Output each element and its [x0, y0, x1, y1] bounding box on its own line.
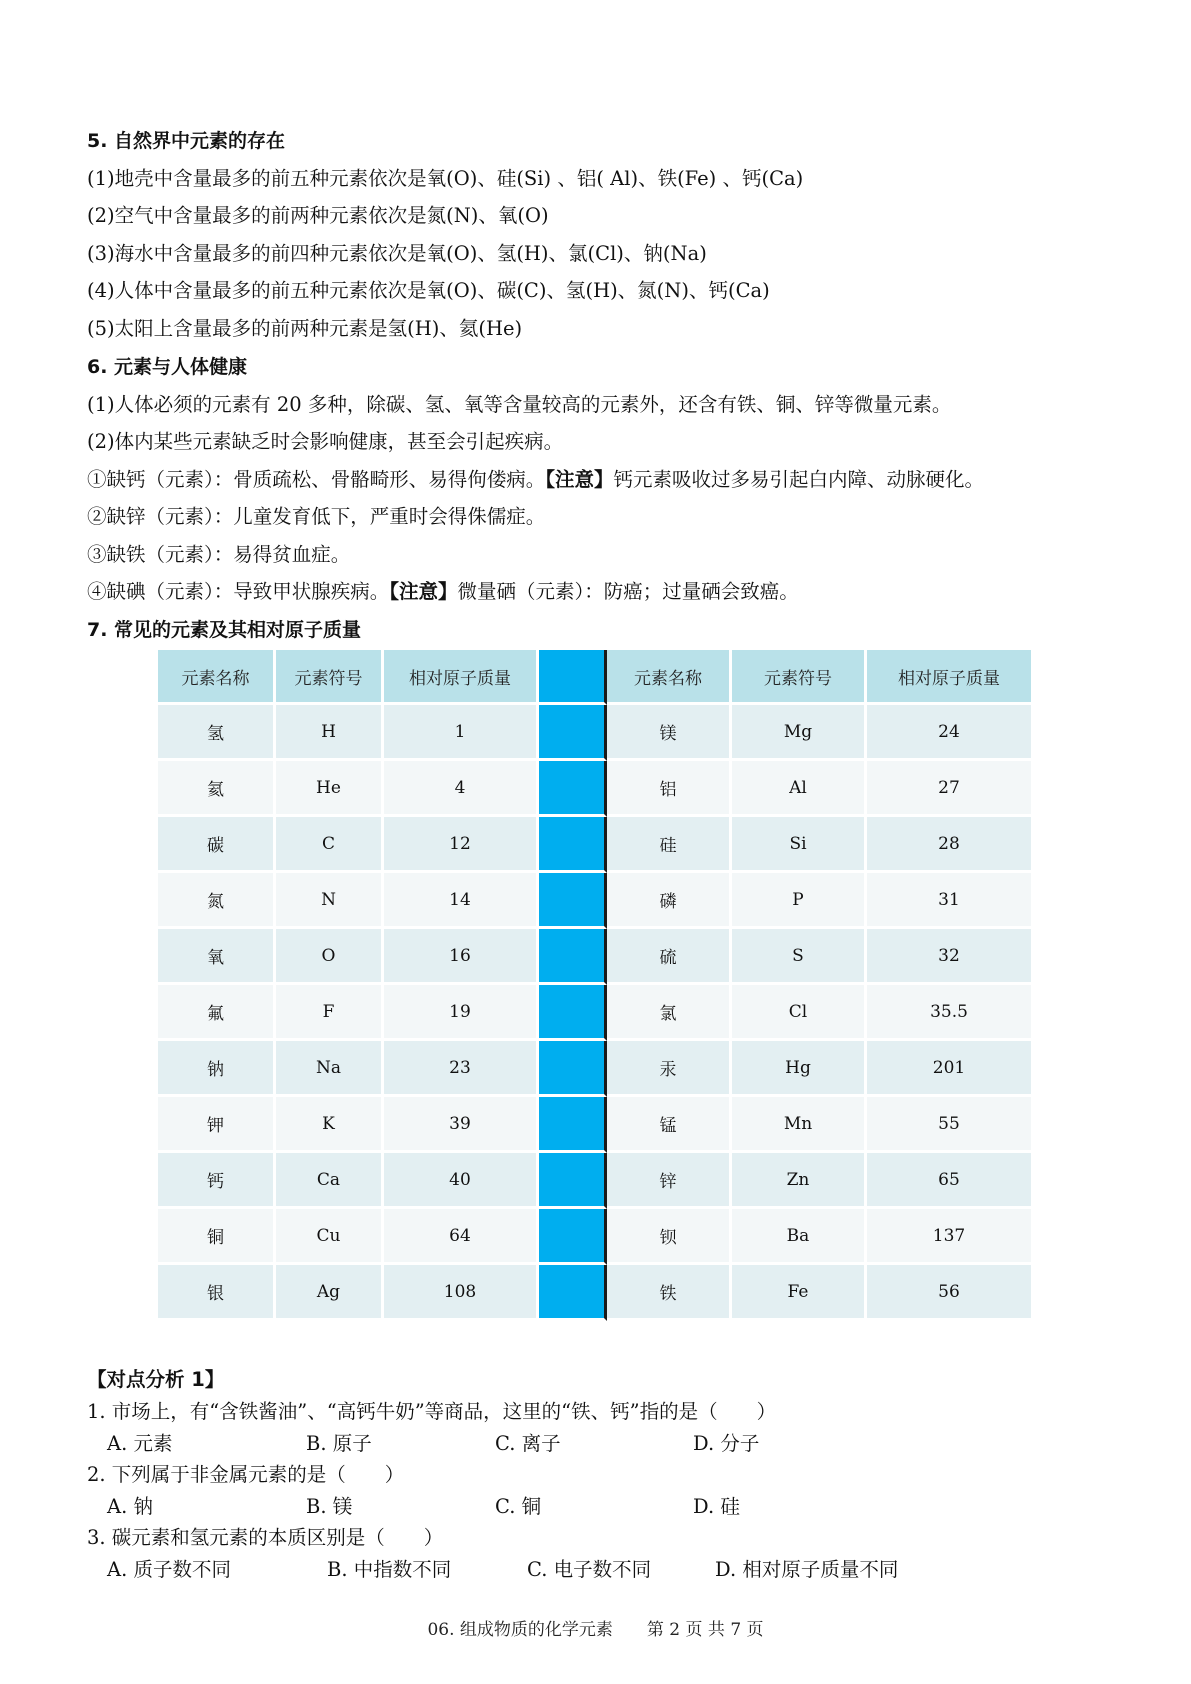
table-header-row [158, 650, 1034, 705]
section5-line-2: (2)空气中含量最多的前两种元素依次是氮(N)、氧(O) [87, 204, 549, 227]
column-header: 相对原子质量 [867, 650, 1034, 705]
divider-column [539, 650, 607, 705]
column-header: 元素名称 [158, 650, 276, 705]
atomic-mass-cell: 19 [384, 985, 539, 1041]
section6-item-iodine [87, 578, 799, 606]
column-header: 元素符号 [732, 650, 867, 705]
note-text: 微量硒（元素）：防癌；过量硒会致癌。 [457, 580, 799, 603]
section5-line-4: (4)人体中含量最多的前五种元素依次是氧(O)、碳(C)、氢(H)、氮(N)、钙(Ca) [87, 279, 770, 302]
note-label: 【注意】 [545, 468, 614, 491]
divider-cell [539, 705, 607, 761]
element-symbol-cell: Hg [732, 1041, 867, 1097]
element-symbol-cell: Fe [732, 1265, 867, 1321]
element-name-cell: 钠 [158, 1041, 276, 1097]
element-name-cell: 锰 [607, 1097, 732, 1153]
divider-cell [539, 985, 607, 1041]
element-symbol-cell: Cl [732, 985, 867, 1041]
atomic-mass-cell: 108 [384, 1265, 539, 1321]
element-name-cell: 硫 [607, 929, 732, 985]
q2-option-a[interactable]: A. 钠 [107, 1495, 153, 1518]
element-symbol-cell: Ba [732, 1209, 867, 1265]
practice-heading: 【对点分析 1】 [87, 1368, 225, 1391]
divider-cell [539, 1153, 607, 1209]
question-2: 2. 下列属于非金属元素的是（ ） [87, 1463, 405, 1486]
divider-cell [539, 817, 607, 873]
column-header: 元素符号 [276, 650, 384, 705]
atomic-mass-cell: 23 [384, 1041, 539, 1097]
section6-line-2: (2)体内某些元素缺乏时会影响健康，甚至会引起疾病。 [87, 430, 564, 453]
element-symbol-cell: S [732, 929, 867, 985]
table-row [158, 1153, 1034, 1209]
element-name-cell: 钡 [607, 1209, 732, 1265]
element-symbol-cell: C [276, 817, 384, 873]
divider-cell [539, 761, 607, 817]
note-text: 钙元素吸收过多易引起白内障、动脉硬化。 [613, 468, 985, 491]
element-symbol-cell: Al [732, 761, 867, 817]
element-name-cell: 铁 [607, 1265, 732, 1321]
atomic-mass-cell: 1 [384, 705, 539, 761]
element-name-cell: 钙 [158, 1153, 276, 1209]
table-row [158, 761, 1034, 817]
section5-heading: 5. 自然界中元素的存在 [87, 130, 286, 152]
atomic-mass-cell: 39 [384, 1097, 539, 1153]
section7-heading: 7. 常见的元素及其相对原子质量 [87, 619, 362, 641]
element-name-cell: 氟 [158, 985, 276, 1041]
atomic-mass-cell: 35.5 [867, 985, 1034, 1041]
element-symbol-cell: Mg [732, 705, 867, 761]
element-name-cell: 氯 [607, 985, 732, 1041]
table-row [158, 1265, 1034, 1321]
section6-item-iron: ③缺铁（元素）：易得贫血症。 [87, 543, 351, 566]
element-name-cell: 镁 [607, 705, 732, 761]
section6-item-zinc: ②缺锌（元素）：儿童发育低下，严重时会得侏儒症。 [87, 505, 546, 528]
q2-option-d[interactable]: D. 硅 [693, 1495, 740, 1518]
table-row [158, 985, 1034, 1041]
element-symbol-cell: N [276, 873, 384, 929]
atomic-mass-cell: 137 [867, 1209, 1034, 1265]
atomic-mass-cell: 24 [867, 705, 1034, 761]
divider-cell [539, 1097, 607, 1153]
element-name-cell: 钾 [158, 1097, 276, 1153]
atomic-mass-cell: 64 [384, 1209, 539, 1265]
page-footer: 06. 组成物质的化学元素 第 2 页 共 7 页 [427, 1620, 764, 1640]
question-1: 1. 市场上，有“含铁酱油”、“高钙牛奶”等商品，这里的“铁、钙”指的是（ ） [87, 1400, 777, 1423]
atomic-mass-cell: 4 [384, 761, 539, 817]
element-symbol-cell: Zn [732, 1153, 867, 1209]
element-symbol-cell: Na [276, 1041, 384, 1097]
element-name-cell: 氦 [158, 761, 276, 817]
element-name-cell: 氮 [158, 873, 276, 929]
element-table [158, 650, 1034, 1321]
q1-option-a[interactable]: A. 元素 [107, 1432, 173, 1455]
element-name-cell: 碳 [158, 817, 276, 873]
atomic-mass-cell: 16 [384, 929, 539, 985]
element-name-cell: 铝 [607, 761, 732, 817]
element-symbol-cell: F [276, 985, 384, 1041]
atomic-mass-cell: 65 [867, 1153, 1034, 1209]
section6-item-calcium [87, 466, 984, 494]
atomic-mass-cell: 201 [867, 1041, 1034, 1097]
table-row [158, 1097, 1034, 1153]
element-symbol-cell: He [276, 761, 384, 817]
item-text: ④缺碘（元素）：导致甲状腺疾病。 [87, 580, 390, 603]
q1-option-b[interactable]: B. 原子 [306, 1432, 372, 1455]
atomic-mass-cell: 14 [384, 873, 539, 929]
divider-cell [539, 929, 607, 985]
q3-option-c[interactable]: C. 电子数不同 [527, 1558, 652, 1581]
q3-option-d[interactable]: D. 相对原子质量不同 [715, 1558, 899, 1581]
atomic-mass-cell: 12 [384, 817, 539, 873]
q3-option-b[interactable]: B. 中指数不同 [327, 1558, 452, 1581]
atomic-mass-cell: 55 [867, 1097, 1034, 1153]
element-name-cell: 磷 [607, 873, 732, 929]
table-row [158, 929, 1034, 985]
q1-option-d[interactable]: D. 分子 [693, 1432, 760, 1455]
atomic-mass-cell: 40 [384, 1153, 539, 1209]
element-name-cell: 铜 [158, 1209, 276, 1265]
element-symbol-cell: H [276, 705, 384, 761]
section5-line-5: (5)太阳上含量最多的前两种元素是氢(H)、氦(He) [87, 317, 523, 340]
atomic-mass-cell: 32 [867, 929, 1034, 985]
section6-line-1: (1)人体必须的元素有 20 多种，除碳、氢、氧等含量较高的元素外，还含有铁、铜、锌等微量元素。 [87, 393, 952, 416]
note-label: 【注意】 [389, 580, 458, 603]
q1-option-c[interactable]: C. 离子 [495, 1432, 561, 1455]
atomic-mass-cell: 56 [867, 1265, 1034, 1321]
element-name-cell: 银 [158, 1265, 276, 1321]
element-symbol-cell: P [732, 873, 867, 929]
atomic-mass-cell: 28 [867, 817, 1034, 873]
table-row [158, 817, 1034, 873]
element-symbol-cell: Cu [276, 1209, 384, 1265]
element-symbol-cell: O [276, 929, 384, 985]
element-symbol-cell: K [276, 1097, 384, 1153]
table-body [158, 705, 1034, 1321]
element-symbol-cell: Ca [276, 1153, 384, 1209]
table-row [158, 1209, 1034, 1265]
element-symbol-cell: Ag [276, 1265, 384, 1321]
q2-option-b[interactable]: B. 镁 [306, 1495, 353, 1518]
divider-cell [539, 1265, 607, 1321]
column-header: 元素名称 [607, 650, 732, 705]
divider-cell [539, 1209, 607, 1265]
divider-cell [539, 873, 607, 929]
element-name-cell: 氢 [158, 705, 276, 761]
table-row [158, 1041, 1034, 1097]
q2-option-c[interactable]: C. 铜 [495, 1495, 542, 1518]
column-header: 相对原子质量 [384, 650, 539, 705]
element-name-cell: 汞 [607, 1041, 732, 1097]
element-name-cell: 氧 [158, 929, 276, 985]
section6-heading: 6. 元素与人体健康 [87, 356, 248, 378]
item-text: ①缺钙（元素）：骨质疏松、骨骼畸形、易得佝偻病。 [87, 468, 546, 491]
q3-option-a[interactable]: A. 质子数不同 [107, 1558, 231, 1581]
element-symbol-cell: Si [732, 817, 867, 873]
question-3: 3. 碳元素和氢元素的本质区别是（ ） [87, 1526, 444, 1549]
section5-line-1: (1)地壳中含量最多的前五种元素依次是氧(O)、硅(Si) 、铝( Al)、铁(Fe) 、钙(Ca) [87, 167, 804, 190]
section5-line-3: (3)海水中含量最多的前四种元素依次是氧(O)、氢(H)、氯(Cl)、钠(Na) [87, 242, 707, 265]
divider-cell [539, 1041, 607, 1097]
atomic-mass-cell: 27 [867, 761, 1034, 817]
table-row [158, 705, 1034, 761]
element-name-cell: 锌 [607, 1153, 732, 1209]
element-name-cell: 硅 [607, 817, 732, 873]
atomic-mass-cell: 31 [867, 873, 1034, 929]
table-row [158, 873, 1034, 929]
element-symbol-cell: Mn [732, 1097, 867, 1153]
